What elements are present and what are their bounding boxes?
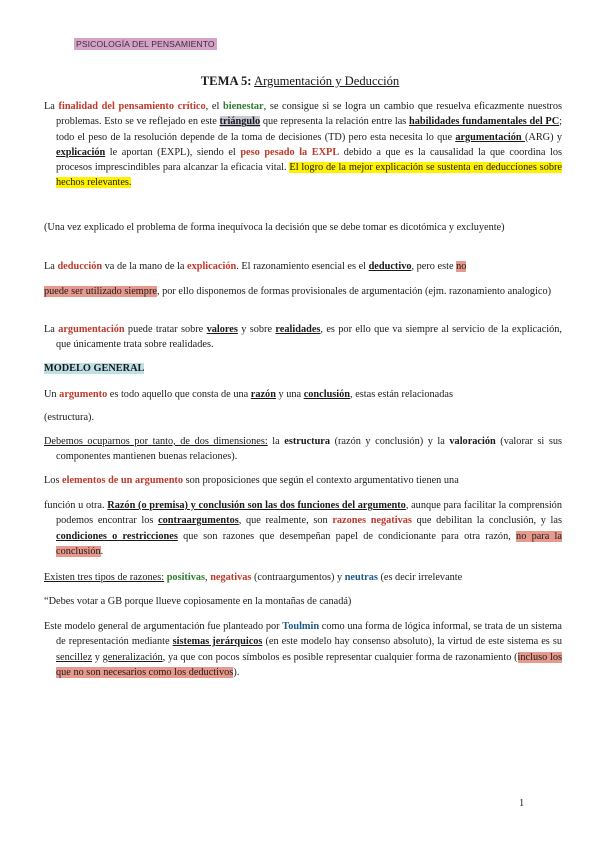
text-run: incluso los que no son necesarios como los deductivos bbox=[56, 651, 562, 678]
text-run: realidades bbox=[275, 324, 321, 335]
text-run: (contraargumentos) y bbox=[251, 572, 345, 583]
text-run: contraargumentos bbox=[158, 515, 239, 527]
text-run: argumentación bbox=[455, 131, 525, 143]
text-run: es todo aquello que consta de una bbox=[107, 389, 251, 400]
text-run: puede ser utilizado siempre bbox=[44, 286, 157, 297]
text-run: triángulo bbox=[219, 116, 261, 128]
text-run: explicación bbox=[187, 261, 237, 272]
text-run: como una forma de lógica informal, se trata de un sistema de representación mediante bbox=[56, 621, 562, 648]
text-run: va de la mano de la bbox=[102, 261, 187, 272]
text-run: elementos de un argumento bbox=[62, 475, 184, 486]
text-run: ). bbox=[233, 666, 240, 678]
text-run: Razón (o premisa) y conclusión son las dos funciones del argumento bbox=[107, 500, 406, 511]
text-run: . El razonamiento esencial es el bbox=[236, 261, 369, 272]
text-run: , estas están relacionadas bbox=[350, 389, 453, 400]
text-run: que debilitan la conclusión, y las bbox=[411, 515, 562, 527]
text-run: (es decir irrelevante bbox=[377, 572, 463, 583]
text-run: La bbox=[44, 261, 58, 272]
text-run: , bbox=[205, 572, 211, 583]
paragraph-deduccion-cont bbox=[44, 284, 562, 299]
text-run: . bbox=[100, 545, 104, 557]
text-run: estructura bbox=[284, 436, 331, 447]
text-run: argumento bbox=[59, 389, 108, 400]
title-subtitle: Argumentación y Deducción bbox=[253, 74, 400, 88]
text-run: , es por ello que va siempre al servicio de la explicación, que únicamente trata sobre realidades. bbox=[56, 324, 563, 351]
text-run: Un bbox=[44, 389, 60, 400]
text-run: , pero este bbox=[411, 261, 457, 272]
text-run: (valorar si sus componentes mantienen buenas relaciones). bbox=[56, 436, 562, 463]
text-run: negativas bbox=[210, 572, 252, 583]
text-run: , ya que con pocos símbolos es posible representar cualquier forma de razonamiento ( bbox=[162, 651, 518, 663]
modelo-general-heading: MODELO GENERAL bbox=[44, 363, 145, 374]
text-run: razones negativas bbox=[332, 515, 412, 527]
paragraph-funciones bbox=[44, 498, 562, 559]
text-run: neutras bbox=[344, 572, 378, 583]
text-run: , el bbox=[205, 101, 223, 112]
text-run: (ARG) y bbox=[524, 131, 562, 143]
paragraph-deduccion bbox=[44, 259, 550, 274]
paragraph-argumentacion bbox=[44, 322, 562, 353]
text-run: peso pesado la EXPL bbox=[240, 146, 340, 158]
page-number: 1 bbox=[519, 798, 525, 809]
text-run: deducción bbox=[57, 261, 103, 272]
text-run: son proposiciones que según el contexto argumentativo tienen una bbox=[183, 475, 459, 486]
paragraph-dimensiones bbox=[44, 434, 562, 465]
text-run: habilidades fundamentales del PC bbox=[409, 116, 560, 128]
text-run: , aunque para facilitar la comprensión podemos encontrar los bbox=[56, 500, 562, 527]
text-run: argumentación bbox=[58, 324, 125, 335]
text-run: Toulmin bbox=[282, 621, 320, 632]
text-run: generalización bbox=[102, 651, 163, 663]
text-run: que representa la relación entre las bbox=[260, 116, 410, 128]
paragraph-finalidad bbox=[44, 99, 562, 191]
text-run: conclusión bbox=[303, 389, 351, 400]
text-run: Existen tres tipos de razones: bbox=[44, 572, 165, 583]
text-run: y bbox=[92, 651, 103, 663]
text-run: puede tratar sobre bbox=[124, 324, 207, 335]
text-run: Los bbox=[44, 475, 63, 486]
text-run: valores bbox=[206, 324, 238, 335]
text-run: función u otra. bbox=[44, 500, 108, 511]
text-run: no para la conclusión bbox=[56, 530, 562, 557]
paragraph-toulmin bbox=[44, 619, 562, 680]
title-topic-number: TEMA 5: bbox=[200, 74, 252, 88]
text-run: sencillez bbox=[56, 651, 93, 663]
text-run: sistemas jerárquicos bbox=[172, 636, 263, 648]
text-run: (en este modelo hay consenso absoluto), la virtud de este sistema es su bbox=[262, 636, 562, 648]
text-run: Este modelo general de argumentación fue planteado por bbox=[44, 621, 283, 632]
text-run: Debemos ocuparnos por tanto, de dos dimensiones: bbox=[44, 436, 268, 447]
paragraph-estructura: (estructura). bbox=[44, 412, 95, 423]
text-run: deductivo bbox=[368, 261, 412, 272]
paragraph-tipos-razones bbox=[44, 570, 550, 585]
paragraph-argumento bbox=[44, 387, 550, 402]
section-heading bbox=[44, 361, 550, 376]
text-run: valoración bbox=[449, 436, 496, 447]
paragraph-elementos bbox=[44, 473, 550, 488]
text-run: condiciones o restricciones bbox=[56, 530, 178, 542]
text-run: (razón y conclusión) y la bbox=[330, 436, 450, 447]
text-run: explicación bbox=[56, 146, 106, 158]
text-run: finalidad del pensamiento crítico bbox=[58, 101, 206, 112]
text-run: que son razones que desempeñan papel de condicionante para otra razón, bbox=[177, 530, 517, 542]
highlight-yellow: El logro de la mejor explicación se sustenta en deducciones sobre hechos relevantes. bbox=[56, 162, 562, 189]
page-title bbox=[0, 74, 600, 89]
text-run: razón bbox=[250, 389, 276, 400]
text-run: no bbox=[456, 261, 467, 272]
text-run: le aportan (EXPL), siendo el bbox=[105, 146, 241, 158]
text-run: , que realmente, son bbox=[238, 515, 333, 527]
text-run: la bbox=[267, 436, 285, 447]
text-run: , se consigue si se logra un cambio que resuelva eficazmente nuestros problemas. Esto se ve reflejado en este bbox=[56, 101, 563, 128]
text-run: La bbox=[44, 101, 59, 112]
text-run: , por ello disponemos de formas provisionales de argumentación (ejm. razonamiento analogico) bbox=[156, 286, 552, 297]
text-run: bienestar bbox=[222, 101, 264, 112]
text-run: y una bbox=[275, 389, 304, 400]
text-run: positivas bbox=[166, 572, 206, 583]
paragraph-parenthetical: (Una vez explicado el problema de forma inequívoca la decisión que se debe tomar es dicotómica y excluyente) bbox=[44, 222, 505, 233]
text-run: ; todo el peso de la resolución depende de la toma de decisiones (TD) pero esta necesita lo que bbox=[56, 116, 563, 143]
text-run: debido a que es la causalidad la que coordina los procesos imprescindibles para alcanzar la eficacia vital. bbox=[56, 146, 562, 174]
text-run: La bbox=[44, 324, 59, 335]
text-run: y sobre bbox=[237, 324, 276, 335]
paragraph-ejemplo: “Debes votar a GB porque llueve copiosamente en la montañas de canadá) bbox=[44, 596, 352, 607]
course-header-tag: PSICOLOGÍA DEL PENSAMIENTO bbox=[76, 39, 215, 49]
